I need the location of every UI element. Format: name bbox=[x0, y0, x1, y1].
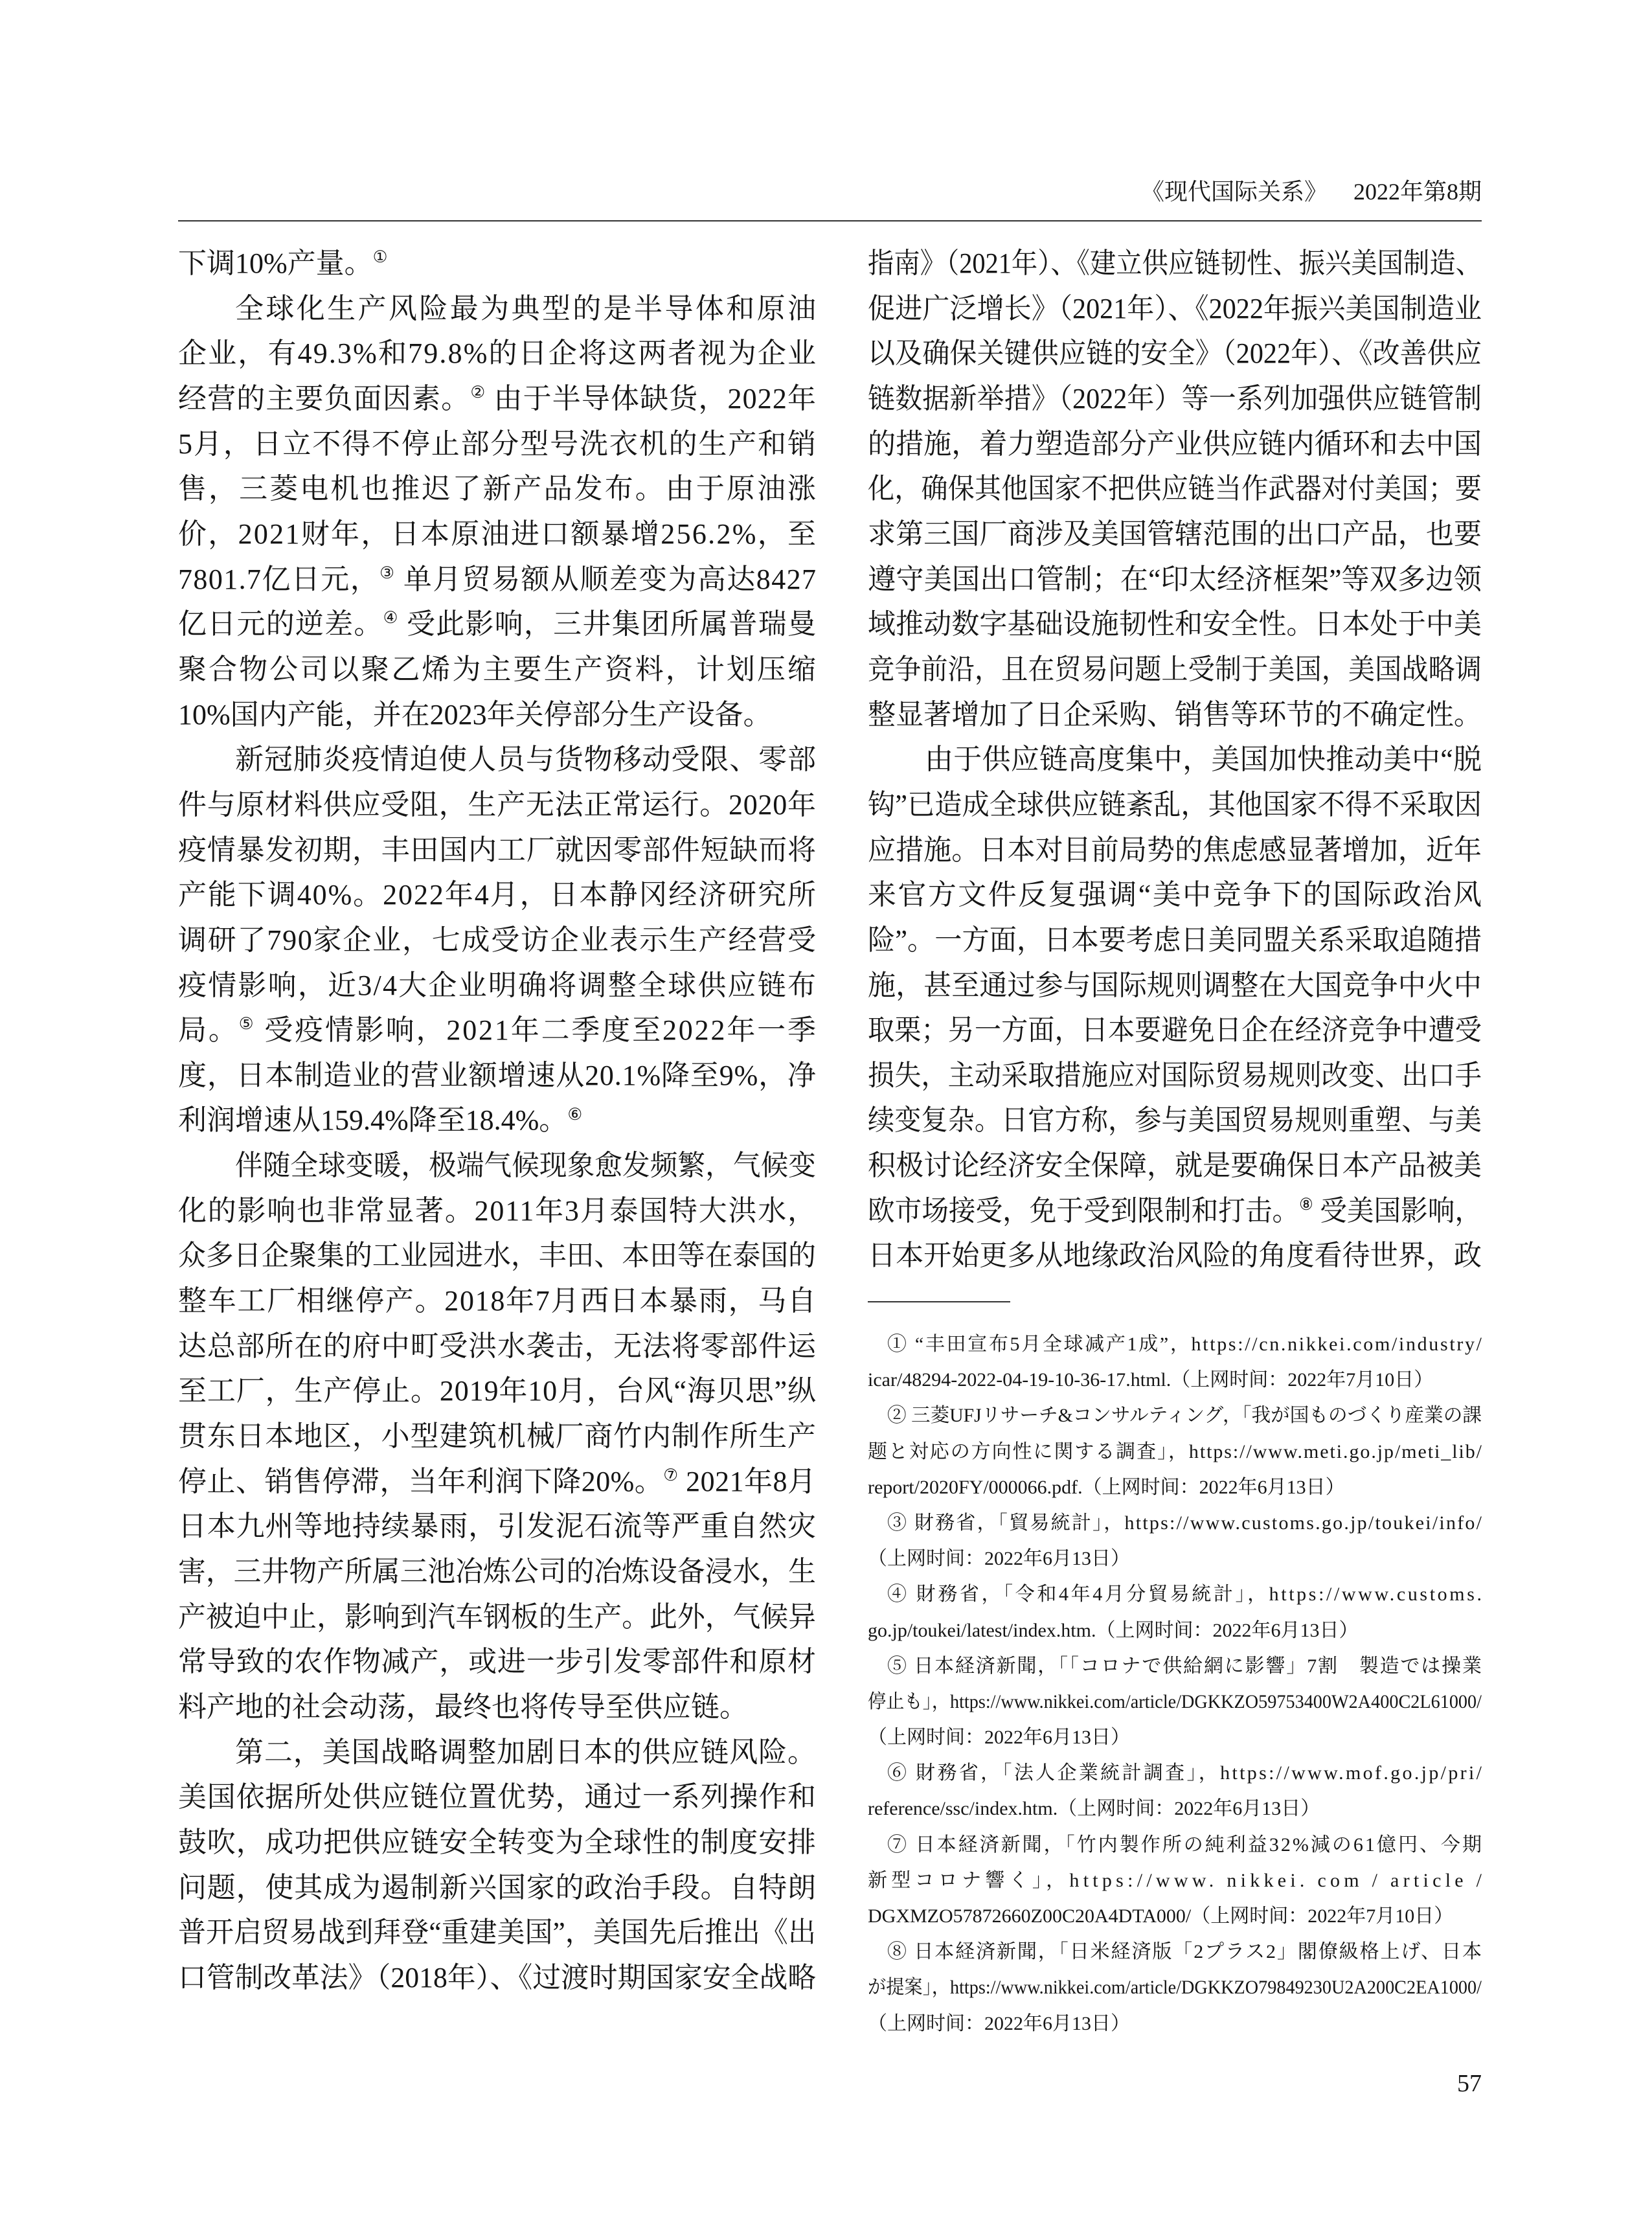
footnote bbox=[868, 1755, 1482, 1826]
journal-title: 《现代国际关系》 bbox=[1140, 179, 1328, 205]
text-line-content: 续变复杂。日官方称，参与美国贸易规则重塑、与美 bbox=[868, 1104, 1482, 1137]
text-line-content: 停止、销售停滞，当年利润下降20%。⑦ 2021年8月 bbox=[178, 1465, 817, 1497]
text-line-content: 价，2021财年，日本原油进口额暴增256.2%，至 bbox=[178, 517, 818, 550]
text-line bbox=[178, 692, 816, 738]
text-line bbox=[868, 422, 1482, 467]
footnote-line bbox=[868, 1362, 1482, 1398]
paragraph bbox=[178, 737, 816, 1143]
footnote-line bbox=[868, 1326, 1482, 1362]
text-line-content: 停止も」，https://www.nikkei.com/article/DGKKZO59753400W2A400C2L61000/ bbox=[868, 1690, 1482, 1712]
running-header bbox=[1141, 175, 1482, 209]
text-line bbox=[868, 241, 1482, 286]
text-line bbox=[868, 1098, 1482, 1143]
footnote-ref: ② bbox=[470, 383, 486, 402]
text-line bbox=[178, 1053, 816, 1098]
text-line bbox=[178, 737, 816, 782]
text-line-content: 来官方文件反复强调“美中竞争下的国际政治风 bbox=[868, 879, 1484, 911]
footnote-line bbox=[868, 1398, 1482, 1433]
text-line-content: ③ 財務省，「貿易統計」，https://www.customs.go.jp/toukei/info/ bbox=[887, 1512, 1484, 1534]
footnote bbox=[868, 1505, 1482, 1576]
text-line bbox=[178, 466, 819, 512]
text-line-content: 整车工厂相继停产。2018年7月西日本暴雨，马自 bbox=[178, 1285, 817, 1317]
text-line-content: 亿日元的逆差。④ 受此影响，三井集团所属普瑞曼 bbox=[178, 608, 817, 641]
text-line bbox=[178, 872, 816, 918]
text-line-content: 美国依据所处供应链位置优势，通过一系列操作和 bbox=[178, 1781, 817, 1813]
text-line bbox=[868, 692, 1482, 738]
text-line-content: 7801.7亿日元，③ 单月贸易额从顺差变为高达8427 bbox=[178, 563, 817, 595]
text-line bbox=[178, 1595, 816, 1640]
text-line-content: 整显著增加了日企采购、销售等环节的不确定性。 bbox=[868, 698, 1482, 731]
footnote-ref: ④ bbox=[383, 608, 399, 628]
text-line bbox=[178, 512, 816, 557]
text-line bbox=[868, 376, 1482, 422]
text-line-content: 第二，美国战略调整加剧日本的供应链风险。 bbox=[235, 1736, 817, 1768]
text-line-content: 产能下调40%。2022年4月，日本静冈经济研究所 bbox=[178, 879, 817, 911]
left-column bbox=[178, 241, 819, 2001]
text-line-content: ① “丰田宣布5月全球减产1成”，https://cn.nikkei.com/industry/ bbox=[887, 1334, 1484, 1355]
text-line bbox=[178, 647, 819, 692]
text-line bbox=[178, 1504, 816, 1549]
text-line-content: ④ 財務省，「令和4年4月分貿易統計」，https://www.customs. bbox=[887, 1584, 1484, 1606]
text-line bbox=[868, 557, 1482, 602]
text-line-content: 伴随全球变暖，极端气候现象愈发频繁，气候变 bbox=[235, 1150, 816, 1182]
text-line bbox=[868, 782, 1482, 828]
text-line bbox=[868, 737, 1482, 782]
text-line-content: 取栗；另一方面，日本要避免日企在经济竞争中遭受 bbox=[868, 1014, 1482, 1047]
text-line-content: 5月，日立不得不停止部分型号洗衣机的生产和销 bbox=[178, 427, 817, 460]
text-line bbox=[178, 918, 816, 963]
text-line-content: 局。⑤ 受疫情影响，2021年二季度至2022年一季 bbox=[178, 1014, 818, 1047]
text-line-content: 普开启贸易战到拜登“重建美国”，美国先后推出《出 bbox=[178, 1916, 816, 1949]
paragraph bbox=[178, 286, 819, 738]
text-line bbox=[178, 1820, 816, 1865]
text-line-content: 调研了790家企业，七成受访企业表示生产经营受 bbox=[178, 924, 817, 956]
footnote-line bbox=[868, 1684, 1482, 1720]
text-line-content: （上网时间：2022年6月13日） bbox=[868, 2012, 1130, 2034]
text-line-content: 企业，有49.3%和79.8%的日企将这两者视为企业 bbox=[178, 337, 818, 370]
footnote-ref: ⑥ bbox=[567, 1104, 583, 1124]
text-line-content: 化，确保其他国家不把供应链当作武器对付美国；要 bbox=[868, 473, 1482, 505]
text-line bbox=[178, 1549, 816, 1595]
paragraph bbox=[868, 737, 1482, 1278]
footnote-line bbox=[868, 1898, 1482, 1934]
text-line bbox=[868, 918, 1482, 963]
text-line-content: 鼓吹，成功把供应链安全转变为全球性的制度安排 bbox=[178, 1826, 817, 1858]
text-line bbox=[178, 241, 816, 286]
text-line-content: 口管制改革法》（2018年）、《过渡时期国家安全战略 bbox=[178, 1961, 816, 1993]
text-line bbox=[868, 602, 1482, 647]
footnote-line bbox=[868, 1541, 1482, 1576]
text-line bbox=[178, 602, 816, 647]
text-line-content: 众多日企聚集的工业园进水，丰田、本田等在泰国的 bbox=[178, 1240, 816, 1272]
footnote-line bbox=[868, 1934, 1482, 1970]
text-line bbox=[868, 872, 1482, 918]
footnote-line bbox=[868, 1613, 1482, 1648]
footnotes bbox=[868, 1326, 1486, 2041]
text-line-content: 应措施。日本对目前局势的焦虑感显著增加，近年 bbox=[868, 834, 1482, 866]
text-line bbox=[868, 331, 1482, 376]
text-line-content: 损失，主动采取措施应对国际贸易规则改变、出口手 bbox=[868, 1059, 1482, 1091]
text-line bbox=[178, 1369, 816, 1414]
text-line-content: 以及确保关键供应链的安全》（2022年）、《改善供应 bbox=[868, 337, 1482, 370]
paragraph bbox=[178, 1143, 816, 1730]
text-line-content: 竞争前沿，且在贸易问题上受制于美国，美国战略调 bbox=[868, 653, 1482, 685]
text-line bbox=[868, 1233, 1482, 1278]
footnote bbox=[868, 1934, 1482, 2041]
footnote bbox=[868, 1398, 1482, 1505]
footnote bbox=[868, 1576, 1482, 1648]
text-line bbox=[178, 1639, 816, 1685]
text-line-content: icar/48294-2022-04-19-10-36-17.html.（上网时间：2022年7月10日） bbox=[868, 1369, 1434, 1391]
text-line bbox=[178, 1414, 816, 1459]
footnote-line bbox=[868, 1576, 1482, 1612]
footnote-ref: ⑤ bbox=[238, 1014, 256, 1034]
text-line bbox=[868, 1143, 1482, 1188]
text-line-content: 新冠肺炎疫情迫使人员与货物移动受限、零部 bbox=[235, 744, 817, 776]
text-line-content: 的措施，着力塑造部分产业供应链内循环和去中国 bbox=[868, 427, 1482, 460]
text-line-content: 域推动数字基础设施韧性和安全性。日本处于中美 bbox=[868, 608, 1482, 641]
text-line-content: 积极讨论经济安全保障，就是要确保日本产品被美 bbox=[868, 1150, 1482, 1182]
text-line bbox=[868, 512, 1482, 557]
footnote bbox=[868, 1326, 1482, 1398]
text-line bbox=[178, 963, 816, 1008]
right-column bbox=[868, 241, 1482, 1278]
text-line bbox=[178, 1910, 816, 1955]
text-line-content: 件与原材料供应受阻，生产无法正常运行。2020年 bbox=[178, 788, 817, 821]
text-line bbox=[178, 1730, 816, 1775]
text-line-content: （上网时间：2022年6月13日） bbox=[868, 1548, 1130, 1570]
text-line-content: reference/ssc/index.htm.（上网时间：2022年6月13日） bbox=[868, 1798, 1320, 1820]
text-line-content: 聚合物公司以聚乙烯为主要生产资料，计划压缩 bbox=[178, 653, 819, 685]
text-line-content: ⑦ 日本経済新聞，「竹内製作所の純利益32%減の61億円、今期 bbox=[887, 1834, 1484, 1856]
text-line bbox=[868, 466, 1482, 512]
text-line bbox=[178, 1008, 816, 1053]
text-line bbox=[178, 1233, 816, 1278]
text-line-content: が提案」，https://www.nikkei.com/article/DGKKZO79849230U2A200C2EA1000/ bbox=[868, 1977, 1482, 1999]
text-line-content: go.jp/toukei/latest/index.htm.（上网时间：2022年6月13日） bbox=[868, 1619, 1359, 1641]
text-line-content: ② 三菱UFJリサーチ&コンサルティング，「我が国ものづくり産業の課 bbox=[887, 1405, 1482, 1427]
text-line-content: 日本九州等地持续暴雨，引发泥石流等严重自然灾 bbox=[178, 1510, 817, 1543]
text-line-content: ⑥ 財務省，「法人企業統計調査」，https://www.mof.go.jp/pri/ bbox=[887, 1762, 1484, 1784]
footnote bbox=[868, 1827, 1486, 1935]
footnote-line bbox=[868, 2006, 1482, 2041]
page-number: 57 bbox=[1457, 2070, 1482, 2097]
text-line-content: 产被迫中止，影响到汽车钢板的生产。此外，气候异 bbox=[178, 1600, 816, 1633]
text-line-content: 指南》（2021年）、《建立供应链韧性、振兴美国制造、 bbox=[868, 247, 1482, 279]
footnote-line bbox=[868, 1720, 1482, 1755]
paragraph bbox=[178, 1730, 816, 2001]
text-line bbox=[178, 1188, 816, 1234]
text-line bbox=[178, 1955, 816, 2001]
text-line-content: 达总部所在的府中町受洪水袭击，无法将零部件运 bbox=[178, 1330, 817, 1362]
text-line bbox=[178, 1143, 816, 1188]
text-line bbox=[178, 422, 816, 467]
text-line bbox=[178, 376, 816, 422]
text-line-content: 下调10%产量。① bbox=[178, 247, 388, 279]
text-line-content: 度，日本制造业的营业额增速从20.1%降至9%，净 bbox=[178, 1059, 817, 1091]
text-line bbox=[178, 782, 816, 828]
text-line-content: 疫情暴发初期，丰田国内工厂就因零部件短缺而将 bbox=[178, 834, 817, 866]
footnote-line bbox=[868, 1755, 1482, 1791]
text-line bbox=[178, 1324, 816, 1369]
text-line-content: ⑤ 日本経済新聞，「「コロナで供給網に影響」7割 製造では操業 bbox=[887, 1655, 1483, 1677]
text-line-content: 至工厂，生产停止。2019年10月，台风“海贝思”纵 bbox=[178, 1375, 817, 1407]
text-line bbox=[868, 1053, 1482, 1098]
text-line-content: 钩”已造成全球供应链紊乱，其他国家不得不采取因 bbox=[868, 788, 1482, 821]
text-line bbox=[178, 828, 816, 873]
text-line bbox=[178, 331, 816, 376]
footnote-line bbox=[868, 1648, 1482, 1684]
text-line bbox=[868, 286, 1482, 332]
footnote-line bbox=[868, 1827, 1482, 1863]
footnote-line bbox=[868, 1505, 1482, 1541]
text-line-content: （上网时间：2022年6月13日） bbox=[868, 1727, 1130, 1749]
text-line bbox=[868, 963, 1482, 1008]
text-line bbox=[178, 1098, 816, 1143]
paragraph bbox=[178, 241, 816, 286]
text-line-content: 促进广泛增长》（2021年）、《2022年振兴美国制造业 bbox=[868, 292, 1482, 324]
text-line bbox=[178, 1865, 816, 1911]
footnote-line bbox=[868, 1470, 1482, 1505]
footnote-ref: ⑧ bbox=[1299, 1194, 1313, 1214]
paragraph bbox=[868, 241, 1482, 737]
text-line-content: ⑧ 日本経済新聞，「日米経済版「2プラス2」閣僚級格上げ、日本 bbox=[887, 1941, 1483, 1963]
text-line bbox=[178, 1278, 816, 1324]
footnote-ref: ③ bbox=[379, 563, 396, 582]
header-rule bbox=[178, 220, 1482, 221]
text-line bbox=[178, 286, 819, 332]
text-line-content: 经营的主要负面因素。② 由于半导体缺货，2022年 bbox=[178, 382, 817, 415]
footnote-line bbox=[868, 1970, 1482, 2005]
text-line bbox=[868, 1188, 1482, 1234]
text-line-content: 链数据新举措》（2022年）等一系列加强供应链管制 bbox=[868, 382, 1482, 415]
text-line-content: 料产地的社会动荡，最终也将传导至供应链。 bbox=[178, 1691, 748, 1723]
text-line bbox=[868, 828, 1482, 873]
text-line-content: 全球化生产风险最为典型的是半导体和原油 bbox=[235, 292, 819, 324]
text-line bbox=[868, 1008, 1482, 1053]
issue-label: 2022年第8期 bbox=[1353, 179, 1482, 205]
text-line-content: 施，甚至通过参与国际规则调整在大国竞争中火中 bbox=[868, 969, 1482, 1001]
text-line bbox=[178, 557, 816, 602]
text-line-content: 害，三井物产所属三池冶炼公司的冶炼设备浸水，生 bbox=[178, 1556, 816, 1588]
text-line-content: 题と対応の方向性に関する調査」，https://www.meti.go.jp/meti_lib/ bbox=[868, 1440, 1483, 1462]
text-line-content: 利润增速从159.4%降至18.4%。⑥ bbox=[178, 1104, 583, 1137]
text-line-content: report/2020FY/000066.pdf.（上网时间：2022年6月13日） bbox=[868, 1476, 1345, 1498]
footnote-ref: ① bbox=[372, 247, 388, 267]
text-line-content: 贯东日本地区，小型建筑机械厂商竹内制作所生产 bbox=[178, 1420, 817, 1453]
footnote-line bbox=[868, 1791, 1482, 1826]
footnote bbox=[868, 1648, 1482, 1756]
text-line-content: 10%国内产能，并在2023年关停部分生产设备。 bbox=[178, 698, 772, 731]
text-line-content: 疫情影响，近3/4大企业明确将调整全球供应链布 bbox=[178, 969, 818, 1001]
text-line-content: 新型コロナ響く」，https://www. nikkei. com / article / bbox=[868, 1869, 1486, 1891]
text-line bbox=[178, 1685, 816, 1730]
text-line bbox=[868, 647, 1482, 692]
text-line-content: 险”。一方面，日本要考虑日美同盟关系采取追随措 bbox=[868, 924, 1482, 956]
text-line bbox=[178, 1459, 816, 1505]
text-line bbox=[178, 1775, 816, 1820]
text-line-content: 常导致的农作物减产，或进一步引发零部件和原材 bbox=[178, 1646, 817, 1678]
text-line-content: 遵守美国出口管制；在“印太经济框架”等双多边领 bbox=[868, 563, 1482, 595]
footnote-line bbox=[868, 1434, 1482, 1470]
text-line-content: 售，三菱电机也推迟了新产品发布。由于原油涨 bbox=[178, 473, 819, 505]
text-line-content: 化的影响也非常显著。2011年3月泰国特大洪水， bbox=[178, 1194, 817, 1227]
text-line-content: 欧市场接受，免于受到限制和打击。⑧ 受美国影响， bbox=[868, 1194, 1482, 1227]
footnote-ref: ⑦ bbox=[663, 1465, 679, 1484]
text-line-content: 日本开始更多从地缘政治风险的角度看待世界，政 bbox=[868, 1240, 1482, 1272]
footnote-separator bbox=[868, 1301, 1010, 1302]
footnote-line bbox=[868, 1863, 1486, 1898]
text-line-content: 由于供应链高度集中，美国加快推动美中“脱 bbox=[925, 744, 1482, 776]
text-line-content: 问题，使其成为遏制新兴国家的政治手段。自特朗 bbox=[178, 1871, 817, 1903]
text-line-content: DGXMZO57872660Z00C20A4DTA000/（上网时间：2022年7月10日） bbox=[868, 1905, 1454, 1927]
text-line-content: 求第三国厂商涉及美国管辖范围的出口产品，也要 bbox=[868, 517, 1482, 550]
